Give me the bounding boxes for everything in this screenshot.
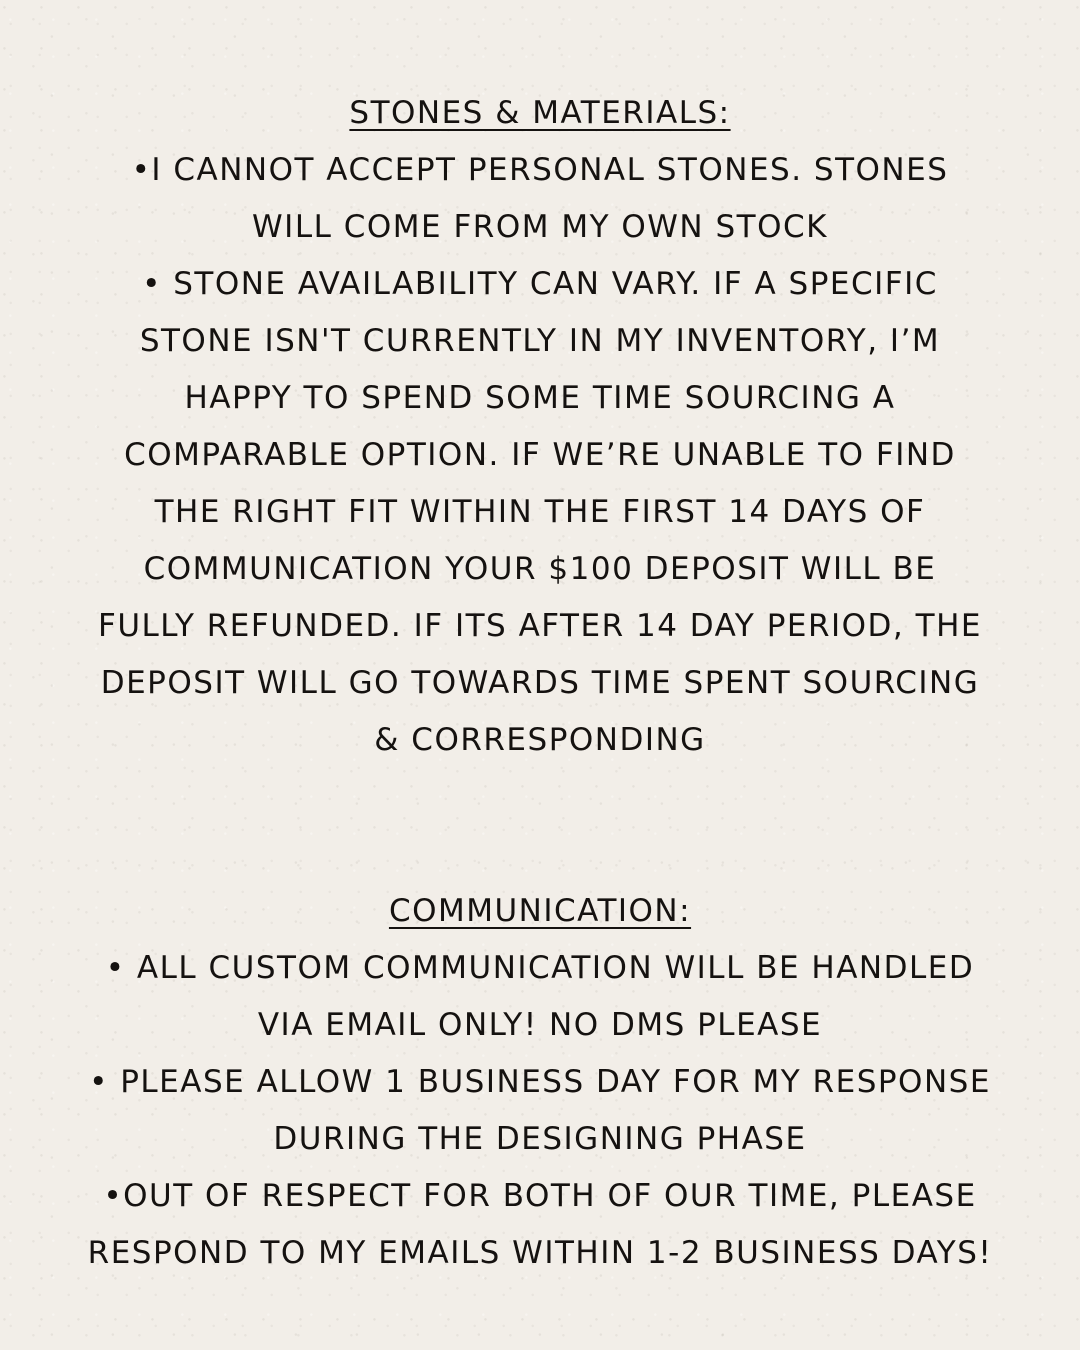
communication-line: •OUT OF RESPECT FOR BOTH OF OUR TIME, PLEASE: [103, 1178, 977, 1214]
stones-line: FULLY REFUNDED. IF ITS AFTER 14 DAY PERIOD, THE: [98, 608, 982, 644]
stones-line: COMPARABLE OPTION. IF WE’RE UNABLE TO FIND: [124, 437, 956, 473]
stones-materials-heading: STONES & MATERIALS:: [349, 95, 731, 131]
communication-line: VIA EMAIL ONLY! NO DMS PLEASE: [257, 1007, 823, 1043]
communication-section: [0, 883, 1080, 1282]
stones-line: STONE ISN'T CURRENTLY IN MY INVENTORY, I’M: [139, 323, 941, 359]
stones-line: WILL COME FROM MY OWN STOCK: [252, 209, 828, 245]
stones-materials-section: [0, 85, 1080, 769]
stones-line: HAPPY TO SPEND SOME TIME SOURCING A: [184, 380, 896, 416]
stones-line: THE RIGHT FIT WITHIN THE FIRST 14 DAYS OF: [154, 494, 926, 530]
communication-line: RESPOND TO MY EMAILS WITHIN 1-2 BUSINESS DAYS!: [87, 1235, 993, 1271]
stones-line: DEPOSIT WILL GO TOWARDS TIME SPENT SOURCING: [100, 665, 980, 701]
stones-line: •I CANNOT ACCEPT PERSONAL STONES. STONES: [131, 152, 949, 188]
communication-line: • ALL CUSTOM COMMUNICATION WILL BE HANDLED: [105, 950, 975, 986]
stones-line: & CORRESPONDING: [374, 722, 706, 758]
communication-heading: COMMUNICATION:: [388, 893, 692, 929]
communication-line: DURING THE DESIGNING PHASE: [273, 1121, 807, 1157]
stones-line: • STONE AVAILABILITY CAN VARY. IF A SPECIFIC: [142, 266, 938, 302]
communication-line: • PLEASE ALLOW 1 BUSINESS DAY FOR MY RESPONSE: [89, 1064, 991, 1100]
stones-line: COMMUNICATION YOUR $100 DEPOSIT WILL BE: [143, 551, 937, 587]
